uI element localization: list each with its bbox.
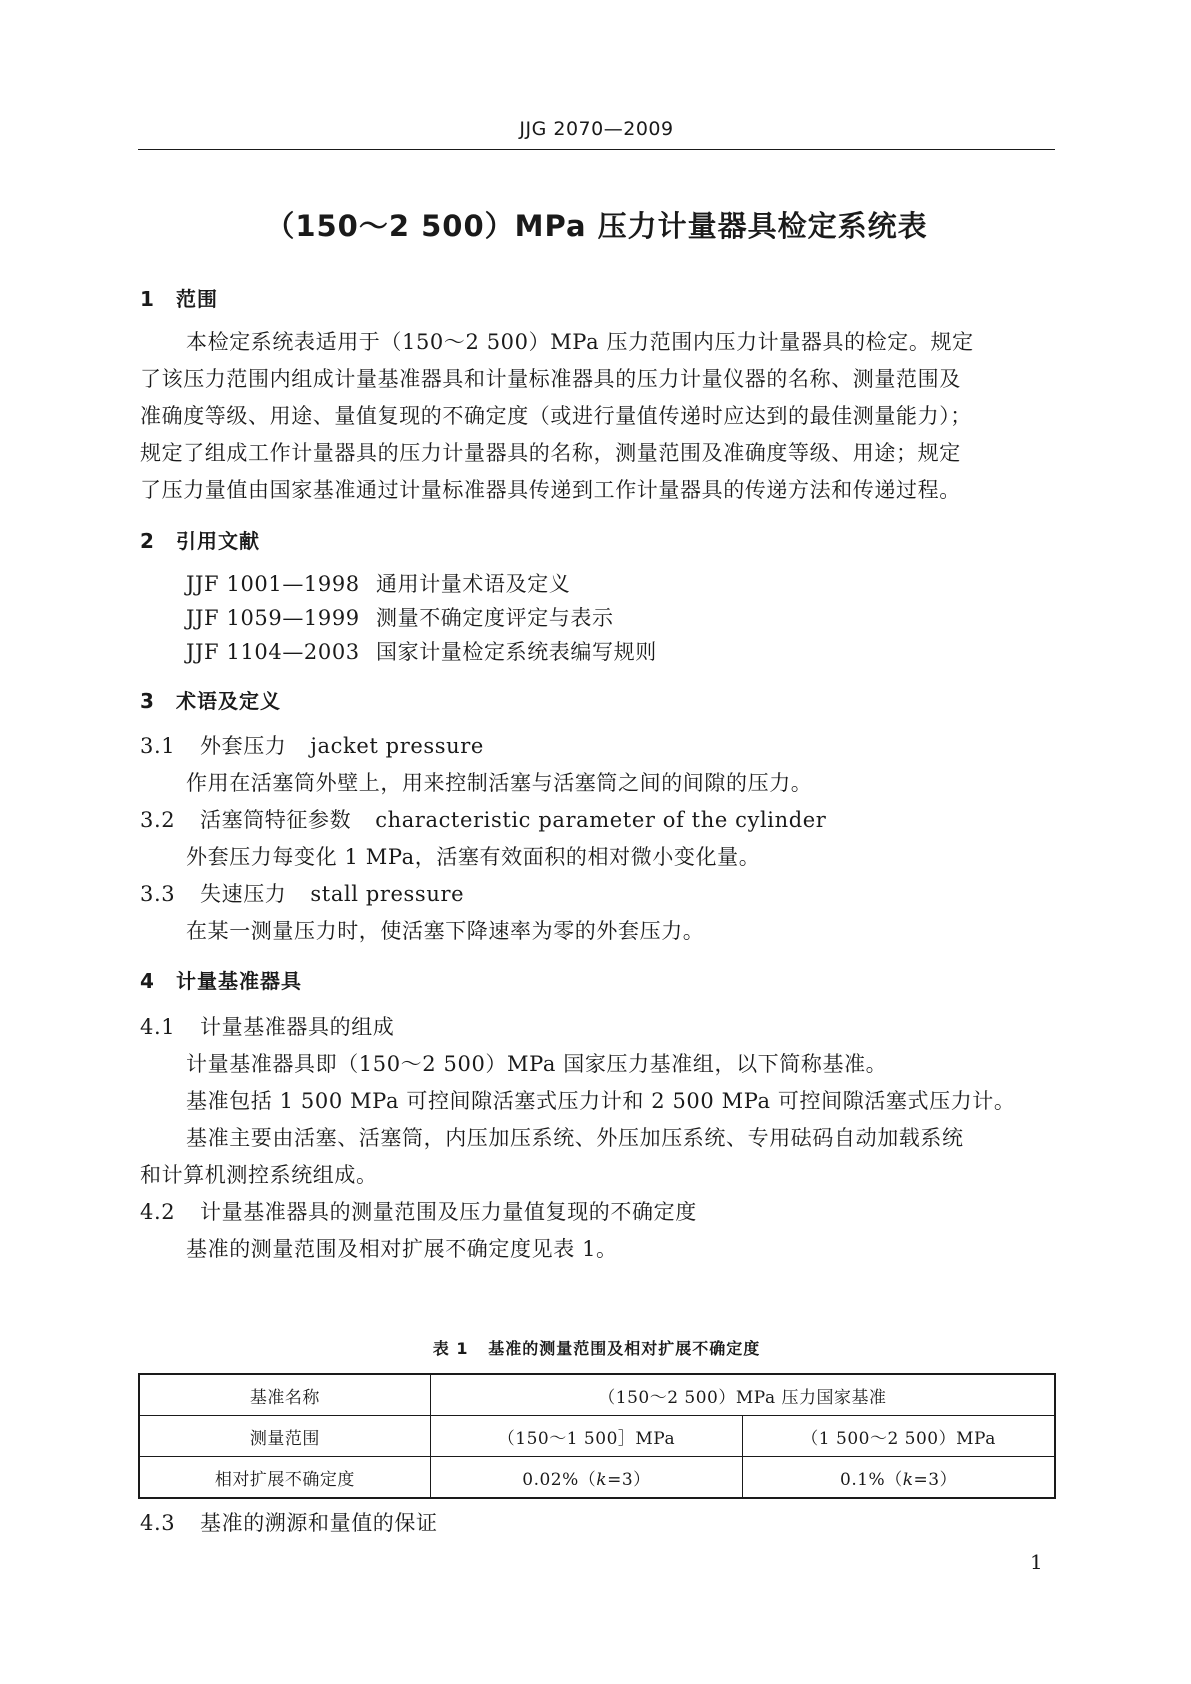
table-cell <box>430 1457 742 1499</box>
reference-title: 通用计量术语及定义 <box>376 572 571 596</box>
section-3-heading <box>140 685 281 714</box>
section-number: 4 <box>140 969 155 993</box>
reference-title: 国家计量检定系统表编写规则 <box>376 640 657 664</box>
paragraph-line: 基准包括 1 500 MPa 可控间隙活塞式压力计和 2 500 MPa 可控间隙活塞式压力计。 <box>186 1089 1016 1113</box>
table-cell: （150～2 500）MPa 压力国家基准 <box>430 1374 1055 1416</box>
table-row <box>139 1374 1055 1416</box>
coverage-factor-value: =3） <box>913 1469 958 1490</box>
page-number: 1 <box>1030 1550 1043 1574</box>
table-row <box>139 1416 1055 1457</box>
paragraph-line: 本检定系统表适用于（150～2 500）MPa 压力范围内压力计量器具的检定。规定 <box>186 330 974 354</box>
table-1-caption <box>138 1336 1055 1359</box>
term-heading <box>140 878 464 908</box>
section-number: 3 <box>140 689 155 713</box>
table-1 <box>138 1373 1056 1499</box>
term-zh: 外套压力 <box>200 734 287 758</box>
paragraph-line: 和计算机测控系统组成。 <box>140 1163 378 1187</box>
section-title: 术语及定义 <box>176 689 281 713</box>
term-en: stall pressure <box>310 882 465 906</box>
term-zh: 活塞筒特征参数 <box>200 808 352 832</box>
section-1-heading <box>140 283 218 312</box>
term-en: characteristic parameter of the cylinder <box>375 808 827 832</box>
uncertainty-value: 0.02%（ <box>522 1469 597 1490</box>
term-zh: 失速压力 <box>200 882 287 906</box>
coverage-factor-symbol: k <box>902 1469 914 1490</box>
table-row <box>139 1457 1055 1499</box>
paragraph-line: 规定了组成工作计量器具的压力计量器具的名称，测量范围及准确度等级、用途；规定 <box>140 441 961 465</box>
section-2-heading <box>140 525 260 554</box>
table-cell: 相对扩展不确定度 <box>139 1457 430 1499</box>
table-caption-number: 表 1 <box>432 1339 469 1358</box>
header-rule <box>138 149 1055 150</box>
term-definition: 在某一测量压力时，使活塞下降速率为零的外套压力。 <box>186 919 705 943</box>
document-title: （150～2 500）MPa 压力计量器具检定系统表 <box>265 209 928 243</box>
term-en: jacket pressure <box>310 734 484 758</box>
subsection-4-1-heading <box>140 1011 394 1041</box>
paragraph-line: 准确度等级、用途、量值复现的不确定度（或进行量值传递时应达到的最佳测量能力）； <box>140 404 972 428</box>
section-title: 计量基准器具 <box>176 969 302 993</box>
reference-item <box>186 568 570 598</box>
paragraph-line: 了压力量值由国家基准通过计量标准器具传递到工作计量器具的传递方法和传递过程。 <box>140 478 961 502</box>
reference-code: JJF 1001—1998 <box>186 572 360 596</box>
table-cell <box>743 1457 1055 1499</box>
reference-item <box>186 636 657 666</box>
subsection-number: 4.1 <box>140 1015 176 1039</box>
running-header: JJG 2070—2009 <box>519 118 674 140</box>
table-cell: （1 500～2 500）MPa <box>743 1416 1055 1457</box>
subsection-number: 4.3 <box>140 1511 176 1535</box>
term-heading <box>140 804 826 834</box>
section-number: 1 <box>140 287 155 311</box>
paragraph-line: 计量基准器具即（150～2 500）MPa 国家压力基准组，以下简称基准。 <box>186 1052 888 1076</box>
reference-item <box>186 602 614 632</box>
section-title: 引用文献 <box>176 529 260 553</box>
table-caption-text: 基准的测量范围及相对扩展不确定度 <box>488 1339 761 1358</box>
term-definition: 外套压力每变化 1 MPa，活塞有效面积的相对微小变化量。 <box>186 845 761 869</box>
table-cell: （150～1 500］MPa <box>430 1416 742 1457</box>
coverage-factor-value: =3） <box>607 1469 651 1490</box>
section-number: 2 <box>140 529 155 553</box>
subsection-title: 计量基准器具的测量范围及压力量值复现的不确定度 <box>200 1200 697 1224</box>
reference-code: JJF 1104—2003 <box>186 640 360 664</box>
term-number: 3.3 <box>140 882 176 906</box>
term-definition: 作用在活塞筒外壁上，用来控制活塞与活塞筒之间的间隙的压力。 <box>186 771 813 795</box>
paragraph-line: 基准的测量范围及相对扩展不确定度见表 1。 <box>186 1237 618 1261</box>
section-title: 范围 <box>176 287 218 311</box>
term-number: 3.2 <box>140 808 176 832</box>
uncertainty-value: 0.1%（ <box>840 1469 903 1490</box>
reference-code: JJF 1059—1999 <box>186 606 360 630</box>
coverage-factor-symbol: k <box>596 1469 608 1490</box>
paragraph-line: 基准主要由活塞、活塞筒，内压加压系统、外压加压系统、专用砝码自动加载系统 <box>186 1126 964 1150</box>
paragraph-line: 了该压力范围内组成计量基准器具和计量标准器具的压力计量仪器的名称、测量范围及 <box>140 367 961 391</box>
table-cell: 测量范围 <box>139 1416 430 1457</box>
table-cell: 基准名称 <box>139 1374 430 1416</box>
reference-title: 测量不确定度评定与表示 <box>376 606 614 630</box>
term-number: 3.1 <box>140 734 176 758</box>
subsection-title: 基准的溯源和量值的保证 <box>200 1511 438 1535</box>
subsection-4-3-heading <box>140 1507 438 1537</box>
section-4-heading <box>140 965 302 994</box>
term-heading <box>140 730 484 760</box>
subsection-number: 4.2 <box>140 1200 176 1224</box>
subsection-title: 计量基准器具的组成 <box>200 1015 395 1039</box>
subsection-4-2-heading <box>140 1196 697 1226</box>
